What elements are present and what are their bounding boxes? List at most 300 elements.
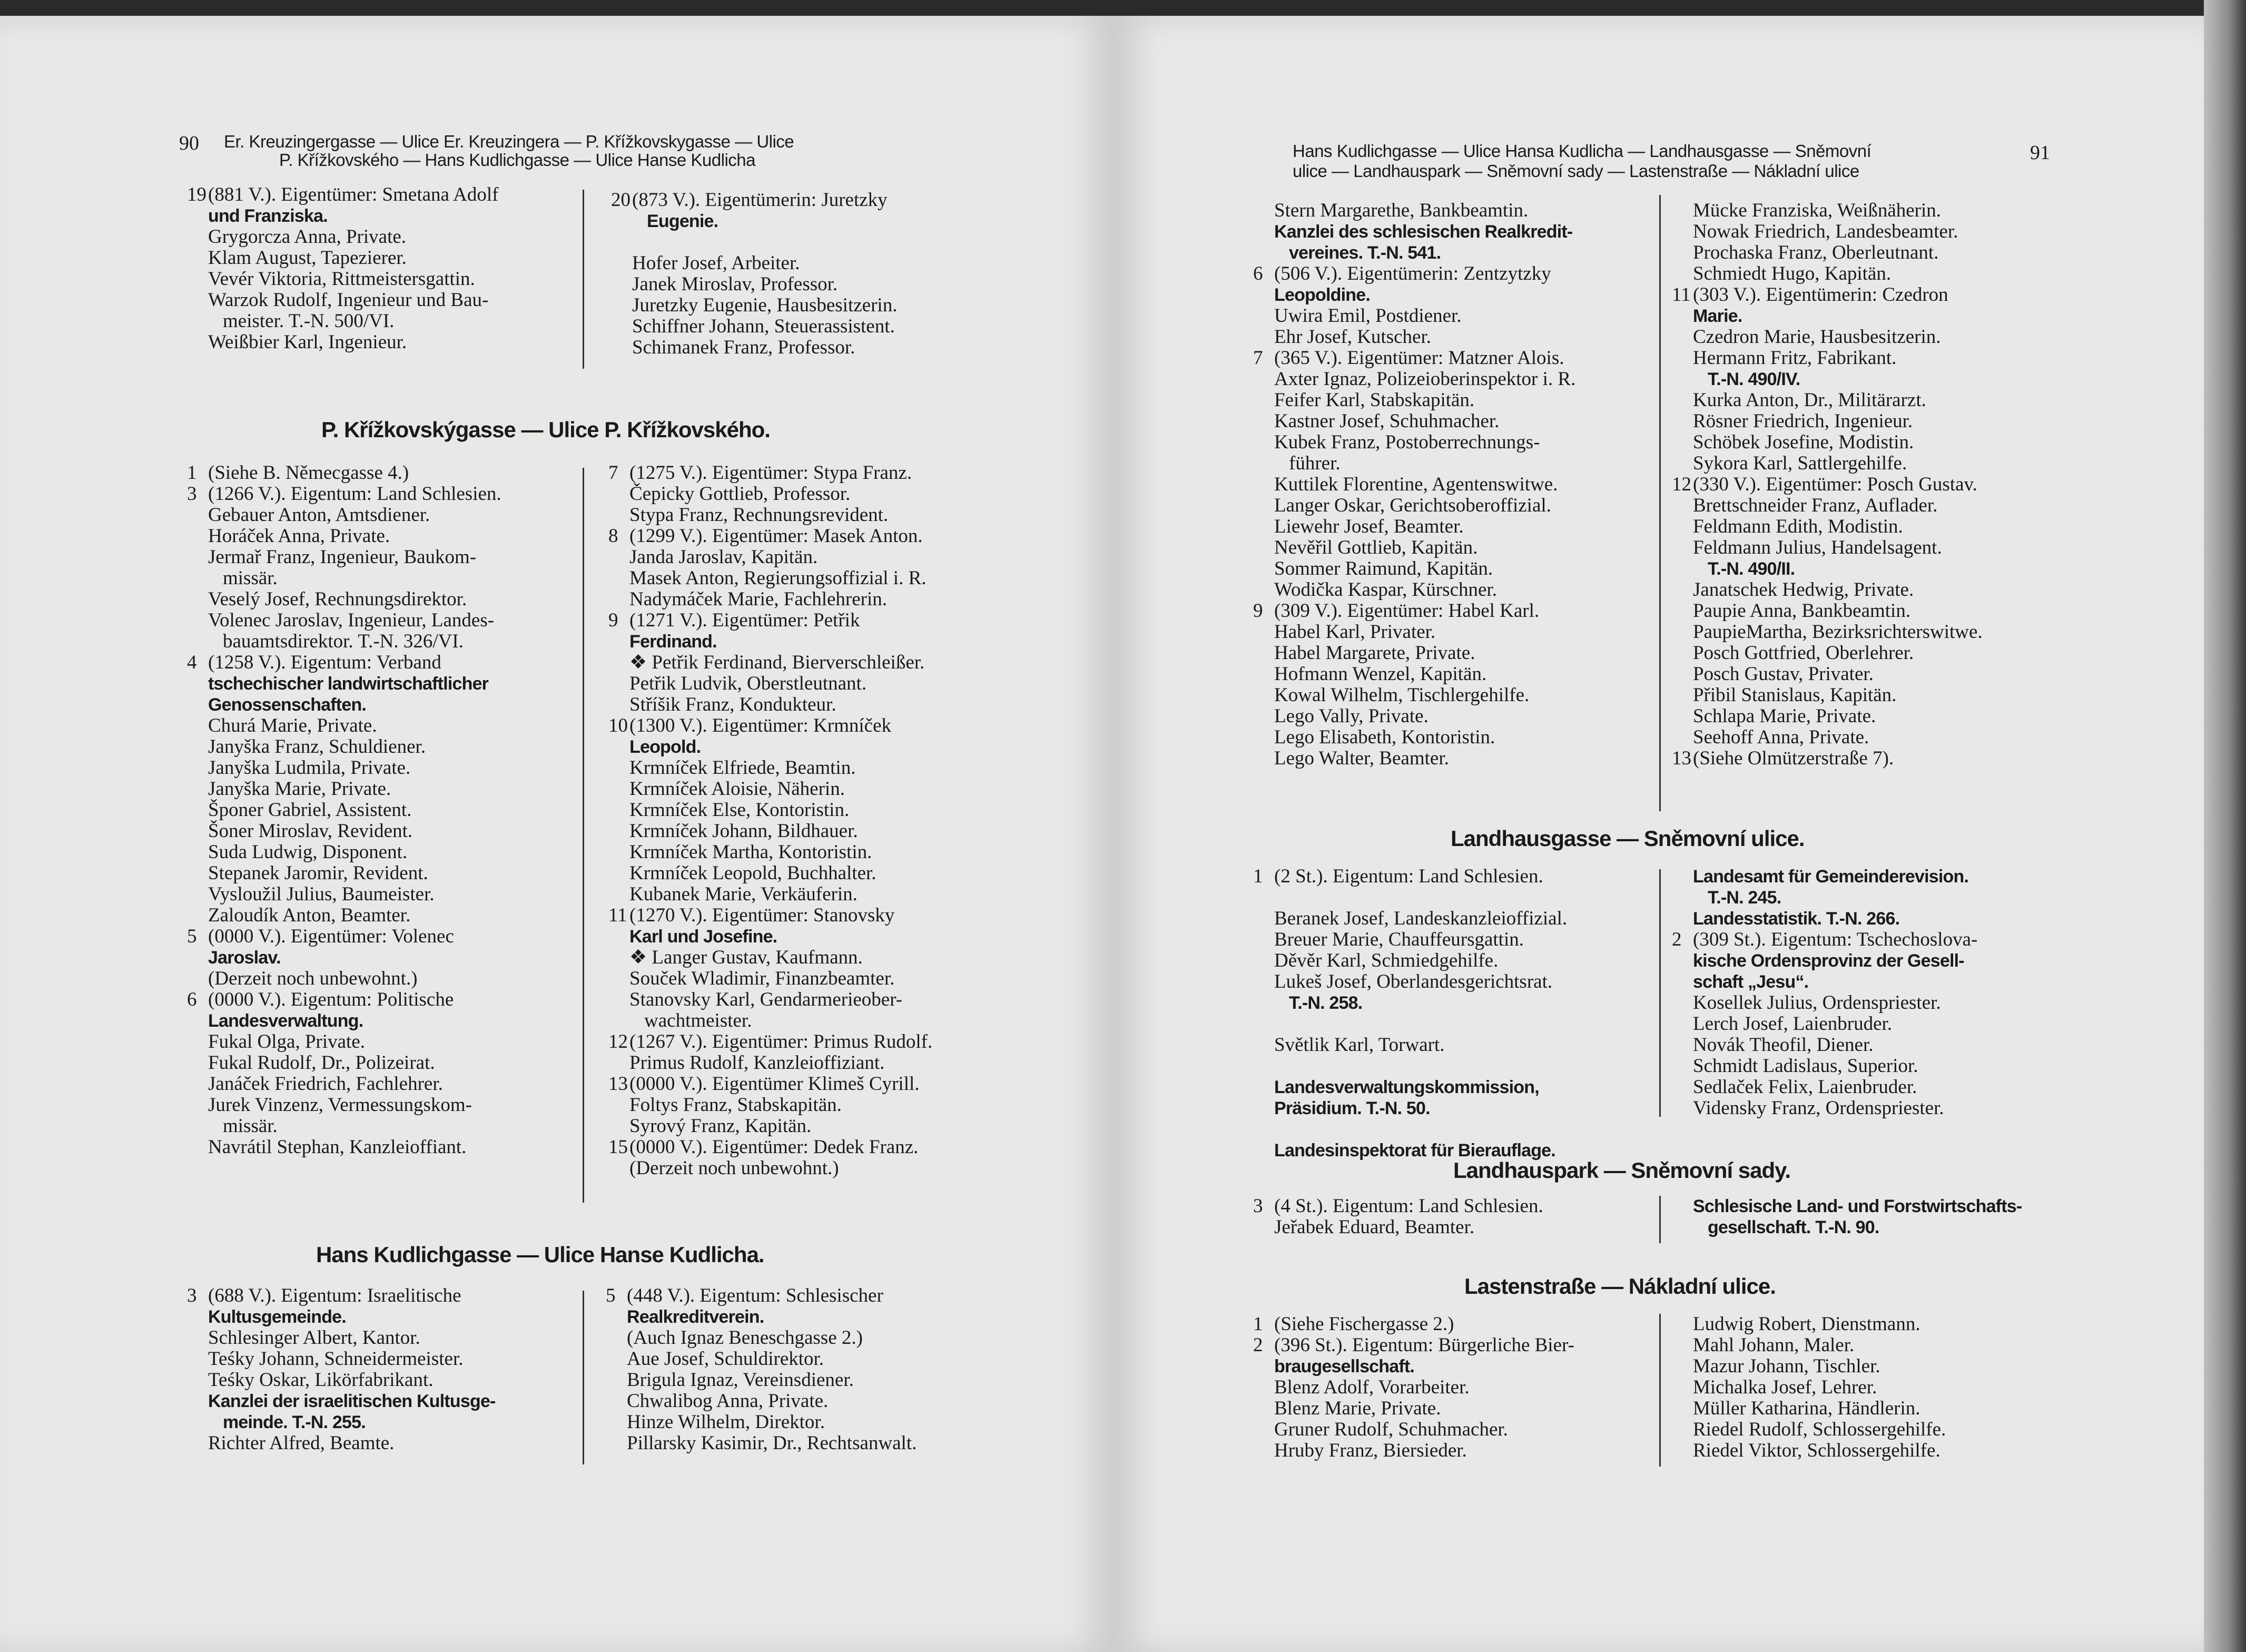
- entry-text: T.-N. 490/IV.: [1708, 369, 1800, 389]
- entry-text: führer.: [1289, 453, 1341, 474]
- directory-line: [1693, 908, 2072, 929]
- directory-line: [208, 779, 566, 800]
- address-entry: [608, 609, 988, 631]
- directory-line: [208, 1306, 566, 1328]
- directory-line: [1274, 971, 1653, 992]
- entry-text: Gruner Rudolf, Schuhmacher.: [1274, 1419, 1508, 1440]
- entry-text: Sedlaček Felix, Laienbruder.: [1693, 1076, 1917, 1098]
- directory-line: [1693, 516, 2072, 537]
- directory-line: [1274, 558, 1643, 579]
- directory-line: [1693, 1356, 2072, 1377]
- directory-line: [1693, 453, 2072, 474]
- directory-line: [1274, 579, 1643, 601]
- right-block3-col1: [1253, 1195, 1653, 1238]
- entry-text: Landesverwaltungskommission,: [1274, 1077, 1539, 1097]
- entry-text: Sykora Karl, Sattlergehilfe.: [1693, 453, 1907, 474]
- entry-text: Landesstatistik. T.-N. 266.: [1693, 909, 1900, 929]
- address-entry: [608, 1136, 988, 1158]
- entry-text: (448 V.). Eigentum: Schlesischer: [627, 1285, 883, 1306]
- entry-text: Präsidium. T.-N. 50.: [1274, 1098, 1430, 1118]
- entry-text: (1299 V.). Eigentümer: Masek Anton.: [629, 525, 923, 547]
- directory-line: [627, 1328, 996, 1349]
- address-entry: [611, 189, 990, 211]
- entry-text: Nevěřil Gottlieb, Kapitän.: [1274, 537, 1478, 558]
- entry-text: Stern Margarethe, Bankbeamtin.: [1274, 200, 1529, 221]
- directory-line: [1693, 685, 2072, 706]
- address-entry: [187, 184, 566, 205]
- street-heading-kudlich: Hans Kudlichgasse — Ulice Hanse Kudlicha.: [316, 1242, 764, 1267]
- directory-line: [208, 1053, 566, 1074]
- entry-text: Genossenschaften.: [208, 695, 367, 715]
- house-number: 8: [608, 525, 618, 547]
- address-entry: [1253, 263, 1643, 284]
- scan-top-edge: [0, 0, 2246, 18]
- directory-line: [629, 568, 988, 589]
- entry-text: Fukal Olga, Private.: [208, 1031, 366, 1053]
- directory-line: [1693, 263, 2072, 284]
- entry-text: (0000 V.). Eigentümer: Dedek Franz.: [629, 1136, 919, 1158]
- entry-text: Stanovsky Karl, Gendarmerieober-: [629, 989, 903, 1010]
- entry-text: (0000 V.). Eigentümer: Volenec: [208, 926, 454, 947]
- entry-text: vereines. T.-N. 541.: [1289, 243, 1441, 263]
- address-entry: [608, 462, 988, 484]
- address-entry: [608, 1031, 988, 1053]
- entry-text: Schlesinger Albert, Kantor.: [208, 1327, 420, 1349]
- address-entry: [187, 989, 566, 1010]
- right-block2-col2: [1672, 866, 2072, 1119]
- entry-text: Stypa Franz, Rechnungsrevident.: [629, 504, 889, 526]
- address-entry: [187, 1285, 566, 1306]
- entry-text: Mahl Johann, Maler.: [1693, 1334, 1855, 1356]
- entry-text: meister. T.-N. 500/VI.: [223, 310, 395, 332]
- entry-text: Breuer Marie, Chauffeursgattin.: [1274, 929, 1524, 950]
- entry-text: Kosellek Julius, Ordenspriester.: [1693, 992, 1941, 1014]
- entry-text: T.-N. 245.: [1708, 888, 1781, 908]
- entry-text: Schimanek Franz, Professor.: [632, 337, 855, 358]
- entry-text: Krmníček Johann, Bildhauer.: [629, 820, 858, 842]
- right-block4-col1: [1253, 1313, 1653, 1461]
- entry-text: Rösner Friedrich, Ingenieur.: [1693, 410, 1913, 432]
- directory-line: [1274, 1377, 1653, 1398]
- address-entry: [1253, 1334, 1653, 1356]
- directory-line: [1274, 432, 1643, 453]
- directory-line: [1274, 1217, 1653, 1238]
- column-rule: [583, 190, 584, 369]
- entry-text: Weißbier Karl, Ingenieur.: [208, 331, 407, 353]
- entry-text: Janatschek Hedwig, Private.: [1693, 579, 1914, 601]
- entry-text: Wodička Kaspar, Kürschner.: [1274, 579, 1497, 601]
- entry-text: Beranek Josef, Landeskanzleioffizial.: [1274, 908, 1568, 929]
- directory-line: [1693, 1217, 2072, 1238]
- entry-text: (303 V.). Eigentümerin: Czedron: [1693, 284, 1948, 306]
- directory-line: [208, 1095, 566, 1116]
- entry-text: Feifer Karl, Stabskapitän.: [1274, 389, 1475, 411]
- entry-text: ❖ Langer Gustav, Kaufmann.: [629, 947, 863, 968]
- directory-line: [632, 274, 990, 295]
- address-entry: [1672, 748, 2072, 769]
- entry-text: Grygorcza Anna, Private.: [208, 226, 407, 248]
- house-number: 7: [608, 462, 618, 484]
- house-number: 5: [606, 1285, 616, 1306]
- house-number: 11: [608, 904, 627, 926]
- directory-line: [1693, 727, 2072, 748]
- running-head-line-2: P. Křížkovského — Hans Kudlichgasse — Ulice Hanse Kudlicha: [279, 150, 756, 170]
- entry-text: Stepanek Jaromir, Revident.: [208, 862, 428, 884]
- entry-text: Riedel Viktor, Schlossergehilfe.: [1693, 1440, 1940, 1461]
- entry-text: (Auch Ignaz Beneschgasse 2.): [627, 1327, 863, 1349]
- entry-text: Realkreditverein.: [627, 1307, 764, 1327]
- entry-text: Mücke Franziska, Weißnäherin.: [1693, 200, 1942, 221]
- directory-line: [208, 673, 566, 694]
- directory-line: [208, 631, 566, 652]
- entry-text: Hofer Josef, Arbeiter.: [632, 252, 800, 274]
- entry-text: Leopold.: [629, 737, 701, 757]
- entry-text: und Franziska.: [208, 206, 328, 226]
- directory-line: [208, 694, 566, 715]
- entry-text: Krmníček Aloisie, Näherin.: [629, 778, 845, 800]
- page-number-left: 90: [179, 132, 199, 154]
- directory-line: [1274, 727, 1643, 748]
- directory-line: [1693, 495, 2072, 516]
- entry-text: Veselý Josef, Rechnungsdirektor.: [208, 588, 467, 610]
- entry-text: Stříšik Franz, Kondukteur.: [629, 694, 836, 715]
- entry-text: Landesverwaltung.: [208, 1011, 363, 1031]
- directory-line: [1693, 579, 2072, 601]
- entry-text: Lukeš Josef, Oberlandesgerichtsrat.: [1274, 971, 1553, 992]
- directory-line: [208, 332, 566, 353]
- entry-text: Vysloužil Julius, Baumeister.: [208, 883, 435, 905]
- entry-text: Schlesische Land- und Forstwirtschafts-: [1693, 1196, 2022, 1216]
- house-number: 7: [1253, 347, 1263, 369]
- directory-line: [208, 1433, 566, 1454]
- directory-line: [1693, 1398, 2072, 1419]
- directory-line: [1693, 1419, 2072, 1440]
- entry-text: Syrový Franz, Kapitän.: [629, 1115, 812, 1137]
- directory-line: [629, 736, 988, 758]
- entry-text: Prochaska Franz, Oberleutnant.: [1693, 242, 1939, 263]
- entry-text: Jaroslav.: [208, 948, 281, 968]
- directory-line: [1693, 1335, 2072, 1356]
- running-head-line-1: Hans Kudlichgasse — Ulice Hansa Kudlicha — Landhausgasse — Sněmovní: [1293, 141, 1871, 161]
- right-block4-col2: [1693, 1314, 2072, 1461]
- right-block3-col2: [1693, 1196, 2072, 1238]
- house-number: 15: [608, 1136, 628, 1158]
- directory-line: [1274, 453, 1643, 474]
- column-rule: [1659, 1196, 1661, 1243]
- entry-text: (396 St.). Eigentum: Bürgerliche Bier-: [1274, 1334, 1574, 1356]
- entry-text: (873 V.). Eigentümerin: Juretzky: [632, 189, 888, 211]
- entry-text: Janyška Marie, Private.: [208, 778, 391, 800]
- directory-line: [208, 905, 566, 926]
- directory-line: [627, 1349, 996, 1370]
- directory-line: [208, 842, 566, 863]
- directory-line: [1274, 495, 1643, 516]
- entry-text: Landesinspektorat für Bierauflage.: [1274, 1140, 1555, 1161]
- directory-line: [629, 505, 988, 526]
- address-entry: [608, 715, 988, 736]
- directory-line: [208, 290, 566, 311]
- directory-line: [208, 947, 566, 968]
- entry-text: (0000 V.). Eigentum: Politische: [208, 989, 454, 1010]
- house-number: 12: [608, 1031, 628, 1053]
- entry-text: Eugenie.: [647, 211, 718, 231]
- directory-line: [1274, 537, 1643, 558]
- entry-text: Zaloudík Anton, Beamter.: [208, 904, 411, 926]
- directory-line: [208, 547, 566, 568]
- entry-text: Warzok Rudolf, Ingenieur und Bau-: [208, 289, 489, 311]
- entry-text: missär.: [223, 567, 278, 589]
- house-number: 3: [187, 1285, 197, 1306]
- left-block1-col1: [187, 184, 566, 353]
- directory-line: [1274, 748, 1643, 769]
- house-number: 10: [608, 715, 628, 736]
- directory-line: [208, 1391, 566, 1412]
- directory-line: [1693, 1077, 2072, 1098]
- address-entry: [1672, 284, 2072, 306]
- entry-text: Marie.: [1693, 306, 1742, 326]
- directory-line: [629, 1158, 988, 1179]
- house-number: 1: [1253, 866, 1263, 887]
- directory-line: [1274, 622, 1643, 643]
- directory-line: [208, 610, 566, 631]
- house-number: 1: [1253, 1313, 1263, 1335]
- directory-line: [1693, 643, 2072, 664]
- directory-line: [1274, 1014, 1653, 1035]
- entry-text: Kanzlei der israelitischen Kultusge-: [208, 1391, 496, 1411]
- entry-text: Michalka Josef, Lehrer.: [1693, 1376, 1877, 1398]
- house-number: 1: [187, 462, 197, 484]
- entry-text: Kultusgemeinde.: [208, 1307, 346, 1327]
- directory-line: [1274, 1419, 1653, 1440]
- directory-line: [1693, 992, 2072, 1014]
- directory-line: [208, 884, 566, 905]
- directory-line: [627, 1306, 996, 1328]
- directory-line: [1693, 200, 2072, 221]
- directory-line: [208, 736, 566, 758]
- entry-text: (2 St.). Eigentum: Land Schlesien.: [1274, 866, 1543, 887]
- directory-line: [1693, 601, 2072, 622]
- directory-line: [1274, 1035, 1653, 1056]
- entry-text: Vevér Viktoria, Rittmeistersgattin.: [208, 268, 475, 290]
- directory-line: [629, 779, 988, 800]
- entry-text: Feldmann Julius, Handelsagent.: [1693, 537, 1942, 558]
- directory-line: [1274, 221, 1643, 242]
- directory-line: [1693, 866, 2072, 887]
- entry-text: (309 St.). Eigentum: Tschechoslova-: [1693, 929, 1978, 950]
- house-number: 19: [187, 184, 206, 205]
- entry-text: Teśky Oskar, Likörfabrikant.: [208, 1369, 434, 1391]
- directory-line: [208, 205, 566, 227]
- address-entry: [187, 926, 566, 947]
- directory-line: [1693, 1056, 2072, 1077]
- entry-text: Paupie Anna, Bankbeamtin.: [1693, 600, 1911, 622]
- directory-line: [627, 1433, 996, 1454]
- entry-text: Kanzlei des schlesischen Realkredit-: [1274, 222, 1573, 242]
- street-heading-landhausgasse: Landhausgasse — Sněmovní ulice.: [1451, 826, 1805, 851]
- entry-text: Schmidt Ladislaus, Superior.: [1693, 1055, 1918, 1077]
- address-entry: [606, 1285, 996, 1306]
- running-head-line-2: ulice — Landhauspark — Sněmovní sady — Lastenstraße — Nákladní ulice: [1293, 161, 1859, 181]
- entry-text: Kastner Josef, Schuhmacher.: [1274, 410, 1500, 432]
- entry-text: Janyška Ludmila, Private.: [208, 757, 411, 779]
- entry-text: Ehr Josef, Kutscher.: [1274, 326, 1431, 348]
- directory-line: [1693, 1196, 2072, 1217]
- entry-text: Teśky Johann, Schneidermeister.: [208, 1348, 464, 1370]
- directory-line: [208, 715, 566, 736]
- directory-line: [1274, 992, 1653, 1014]
- directory-line: [1274, 284, 1643, 306]
- entry-text: Posch Gustav, Privater.: [1693, 663, 1874, 685]
- entry-text: Blenz Marie, Private.: [1274, 1398, 1441, 1419]
- directory-line: [1274, 1398, 1653, 1419]
- directory-line: [629, 758, 988, 779]
- entry-text: (688 V.). Eigentum: Israelitische: [208, 1285, 461, 1306]
- entry-text: missär.: [223, 1115, 278, 1137]
- house-number: 9: [1253, 600, 1263, 622]
- directory-line: [1693, 537, 2072, 558]
- entry-text: Novák Theofil, Diener.: [1693, 1034, 1874, 1056]
- house-number: 3: [187, 483, 197, 505]
- house-number: 4: [187, 652, 197, 673]
- directory-line: [208, 1349, 566, 1370]
- entry-text: Schiffner Johann, Steuerassistent.: [632, 316, 895, 337]
- entry-text: Lego Walter, Beamter.: [1274, 748, 1449, 769]
- entry-text: Fukal Rudolf, Dr., Polizeirat.: [208, 1052, 435, 1074]
- directory-line: [629, 631, 988, 652]
- directory-line: [1274, 306, 1643, 327]
- entry-text: Janda Jaroslav, Kapitän.: [629, 546, 818, 568]
- directory-line: [632, 232, 990, 253]
- entry-text: (Siehe B. Němecgasse 4.): [208, 462, 409, 484]
- entry-text: Jeřabek Eduard, Beamter.: [1274, 1216, 1475, 1238]
- house-number: 11: [1672, 284, 1691, 306]
- entry-text: T.-N. 490/II.: [1708, 559, 1795, 579]
- column-rule: [583, 468, 584, 1203]
- directory-line: [1274, 706, 1643, 727]
- entry-text: Czedron Marie, Hausbesitzerin.: [1693, 326, 1941, 348]
- directory-line: [1274, 390, 1643, 411]
- directory-line: [632, 337, 990, 358]
- left-block2-col1: [187, 462, 566, 1158]
- directory-line: [1274, 327, 1643, 348]
- directory-line: [208, 1137, 566, 1158]
- directory-line: [1274, 664, 1643, 685]
- book-page-edges: [2204, 0, 2246, 1652]
- directory-line: [629, 673, 988, 694]
- directory-line: [629, 484, 988, 505]
- entry-text: Krmníček Else, Kontoristin.: [629, 799, 850, 821]
- directory-line: [629, 989, 988, 1010]
- entry-text: Hinze Wilhelm, Direktor.: [627, 1411, 825, 1433]
- entry-text: (1270 V.). Eigentümer: Stanovsky: [629, 904, 895, 926]
- directory-line: [629, 547, 988, 568]
- entry-text: braugesellschaft.: [1274, 1356, 1415, 1376]
- entry-text: Šoner Miroslav, Revident.: [208, 820, 413, 842]
- directory-line: [627, 1391, 996, 1412]
- entry-text: Čepicky Gottlieb, Professor.: [629, 483, 851, 505]
- entry-text: tschechischer landwirtschaftlicher: [208, 674, 489, 694]
- entry-text: (Siehe Fischergasse 2.): [1274, 1313, 1454, 1335]
- directory-line: [629, 800, 988, 821]
- house-number: 13: [1672, 748, 1691, 769]
- entry-text: (1271 V.). Eigentümer: Petřik: [629, 609, 860, 631]
- directory-line: [1693, 221, 2072, 242]
- address-entry: [1253, 866, 1653, 887]
- entry-text: (881 V.). Eigentümer: Smetana Adolf: [208, 184, 499, 205]
- directory-line: [1274, 1077, 1653, 1098]
- entry-text: bauamtsdirektor. T.-N. 326/VI.: [223, 631, 464, 652]
- left-block1-col2: [611, 189, 990, 358]
- directory-line: [208, 1010, 566, 1031]
- address-entry: [187, 462, 566, 484]
- directory-line: [208, 269, 566, 290]
- entry-text: Richter Alfred, Beamte.: [208, 1432, 395, 1454]
- entry-text: (1266 V.). Eigentum: Land Schlesien.: [208, 483, 501, 505]
- entry-text: (Derzeit noch unbewohnt.): [208, 968, 418, 989]
- directory-line: [1693, 1014, 2072, 1035]
- entry-text: Kuttilek Florentine, Agentenswitwe.: [1274, 474, 1558, 495]
- entry-text: Ferdinand.: [629, 632, 717, 652]
- house-number: 2: [1253, 1334, 1263, 1356]
- directory-line: [1274, 1119, 1653, 1140]
- entry-text: Nadymáček Marie, Fachlehrerin.: [629, 588, 888, 610]
- entry-text: Langer Oskar, Gerichtsoberoffizial.: [1274, 495, 1551, 516]
- entry-text: (1300 V.). Eigentümer: Krmníček: [629, 715, 892, 736]
- entry-text: Karl und Josefine.: [629, 927, 777, 947]
- street-heading-lastenstrasse: Lastenstraße — Nákladní ulice.: [1464, 1274, 1776, 1299]
- entry-text: (0000 V.). Eigentümer Klimeš Cyrill.: [629, 1073, 920, 1095]
- directory-line: [1274, 369, 1643, 390]
- entry-text: Přibil Stanislaus, Kapitän.: [1693, 684, 1897, 706]
- entry-text: Hermann Fritz, Fabrikant.: [1693, 347, 1897, 369]
- entry-text: Axter Ignaz, Polizeioberinspektor i. R.: [1274, 368, 1576, 390]
- house-number: 5: [187, 926, 197, 947]
- directory-line: [629, 947, 988, 968]
- column-rule: [1659, 1314, 1661, 1467]
- street-heading-landhauspark: Landhauspark — Sněmovní sady.: [1453, 1158, 1791, 1183]
- directory-line: [627, 1412, 996, 1433]
- directory-line: [1693, 327, 2072, 348]
- directory-line: [629, 821, 988, 842]
- directory-line: [1693, 950, 2072, 971]
- directory-line: [208, 863, 566, 884]
- entry-text: Vidensky Franz, Ordenspriester.: [1693, 1097, 1944, 1119]
- right-block1-col1: [1253, 200, 1643, 769]
- entry-text: Lego Vally, Private.: [1274, 705, 1429, 727]
- entry-text: Janek Miroslav, Professor.: [632, 273, 838, 295]
- left-block3-col2: [606, 1285, 996, 1454]
- house-number: 13: [608, 1073, 628, 1095]
- entry-text: Aue Josef, Schuldirektor.: [627, 1348, 824, 1370]
- directory-line: [1693, 306, 2072, 327]
- directory-line: [629, 884, 988, 905]
- entry-text: Primus Rudolf, Kanzleioffiziant.: [629, 1052, 885, 1074]
- directory-line: [1274, 200, 1643, 221]
- directory-line: [208, 526, 566, 547]
- directory-line: [1693, 348, 2072, 369]
- entry-text: gesellschaft. T.-N. 90.: [1708, 1217, 1879, 1237]
- left-block2-col2: [608, 462, 988, 1179]
- entry-text: (330 V.). Eigentümer: Posch Gustav.: [1693, 474, 1977, 495]
- entry-text: Seehoff Anna, Private.: [1693, 726, 1869, 748]
- entry-text: Kurka Anton, Dr., Militärarzt.: [1693, 389, 1926, 411]
- directory-line: [208, 1116, 566, 1137]
- directory-line: [629, 1116, 988, 1137]
- entry-text: Leopoldine.: [1274, 285, 1370, 305]
- entry-text: (1258 V.). Eigentum: Verband: [208, 652, 441, 673]
- directory-line: [1693, 558, 2072, 579]
- entry-text: (309 V.). Eigentümer: Habel Karl.: [1274, 600, 1540, 622]
